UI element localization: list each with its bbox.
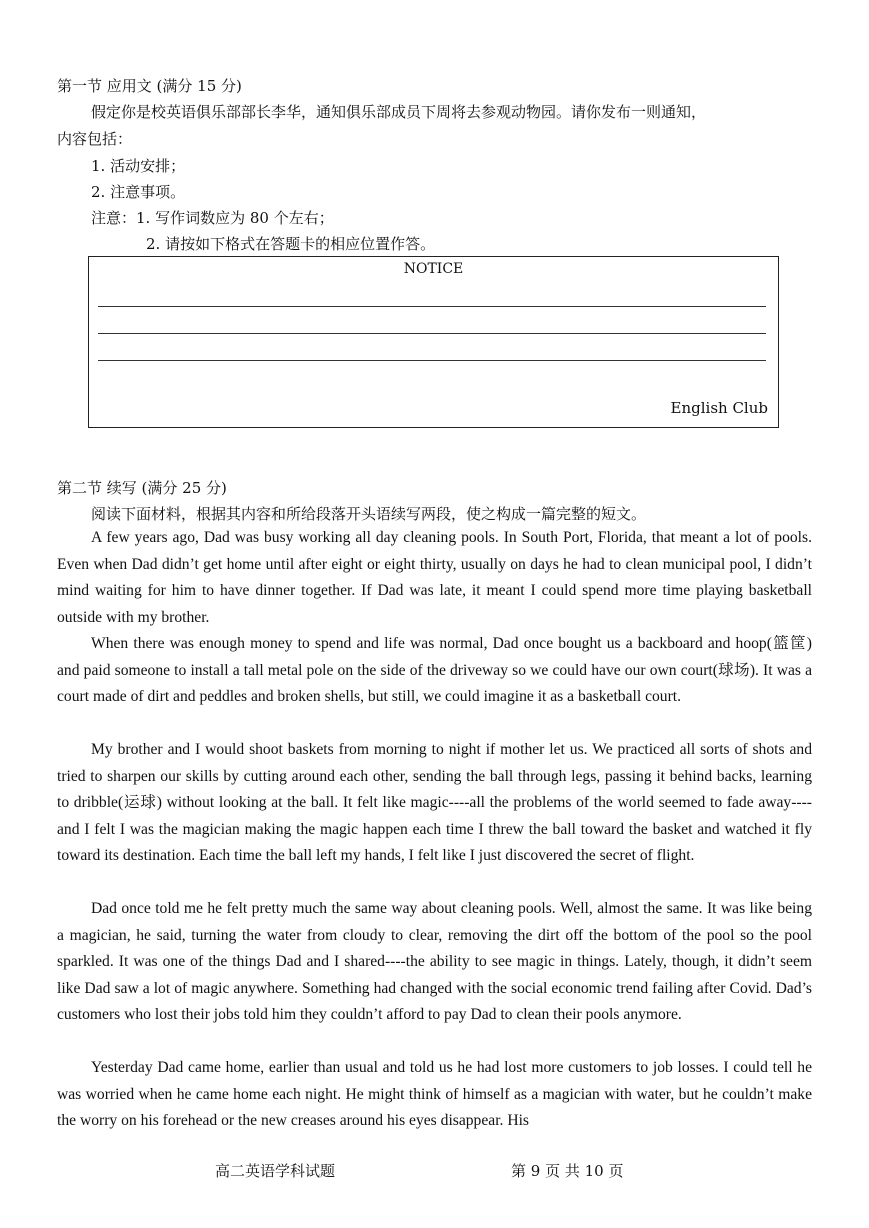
section1-prompt-line2: 内容包括： <box>57 130 133 148</box>
story-paragraph-2: When there was enough money to spend and life was normal, Dad once bought us a backboard and hoop(篮筐) and paid someone to install a tall metal pole on the side of the driveway so we could have our own court(球场). It was a court made of dirt and peddles and broken shells, but still, we could imagine it as a basketball court. <box>57 635 812 705</box>
story-paragraph-3: My brother and I would shoot baskets from morning to night if mother let us. We practiced all sorts of shots and tried to sharpen our skills by cutting around each other, sending the ball through legs, passing it behind backs, learning to dribble(运球) without looking at the ball. It felt like magic----all the problems of the world seemed to fade away----and I felt I was the magician making the magic happen each time I threw the ball toward the basket and watched it fly toward its destination. Each time the ball left my hands, I felt like I just discovered the secret of flight. <box>57 741 812 864</box>
notice-writing-line <box>98 333 766 334</box>
notice-signature: English Club <box>670 399 768 417</box>
notice-writing-line <box>98 306 766 307</box>
section2-title: 第二节 续写 (满分 25 分) <box>57 479 227 497</box>
footer-subject: 高二英语学科试题 <box>215 1162 336 1180</box>
section1-item-2: 2. 注意事项。 <box>91 183 186 201</box>
story-paragraph-4: Dad once told me he felt pretty much the same way about cleaning pools. Well, almost the same. It was like being a magician, he said, turning the water from cloudy to clear, removing the dirt off the bottom of the pool so the pool sparkled. It was one of the things Dad and I shared----the ability to see magic in things. Lately, though, it didn’t seem like Dad saw a lot of magic anywhere. Something had changed with the social economic trend failing after Covid. Dad’s customers who lost their jobs told him they couldn’t afford to pay Dad to clean their pools anymore. <box>57 900 812 1023</box>
section1-note-2: 2. 请按如下格式在答题卡的相应位置作答。 <box>146 235 436 253</box>
section1-title: 第一节 应用文 (满分 15 分) <box>57 77 242 95</box>
notice-answer-box <box>88 256 779 428</box>
section1-item-1: 1. 活动安排； <box>91 157 186 175</box>
section2-instruction: 阅读下面材料，根据其内容和所给段落开头语续写两段，使之构成一篇完整的短文。 <box>91 505 647 523</box>
notice-writing-line <box>98 360 766 361</box>
footer-page-number: 第 9 页 共 10 页 <box>511 1162 624 1180</box>
notice-title: NOTICE <box>403 261 464 277</box>
section1-note-1: 注意：1. 写作词数应为 80 个左右； <box>91 209 334 227</box>
section1-prompt-line1: 假定你是校英语俱乐部部长李华，通知俱乐部成员下周将去参观动物园。请你发布一则通知， <box>91 103 707 121</box>
story-paragraph-5: Yesterday Dad came home, earlier than usual and told us he had lost more customers to job losses. I could tell he was worried when he came home each night. He might think of himself as a magician with water, but he couldn’t make the worry on his forehead or the new creases around his eyes disappear. His <box>57 1059 812 1129</box>
story-paragraph-1: A few years ago, Dad was busy working all day cleaning pools. In South Port, Florida, that meant a lot of pools. Even when Dad didn’t get home until after eight or eight thirty, usually on days he had to clean municipal pool, I didn’t mind waiting for him to have dinner together. If Dad was late, it meant I could spend more time playing basketball outside with my brother. <box>57 529 812 626</box>
